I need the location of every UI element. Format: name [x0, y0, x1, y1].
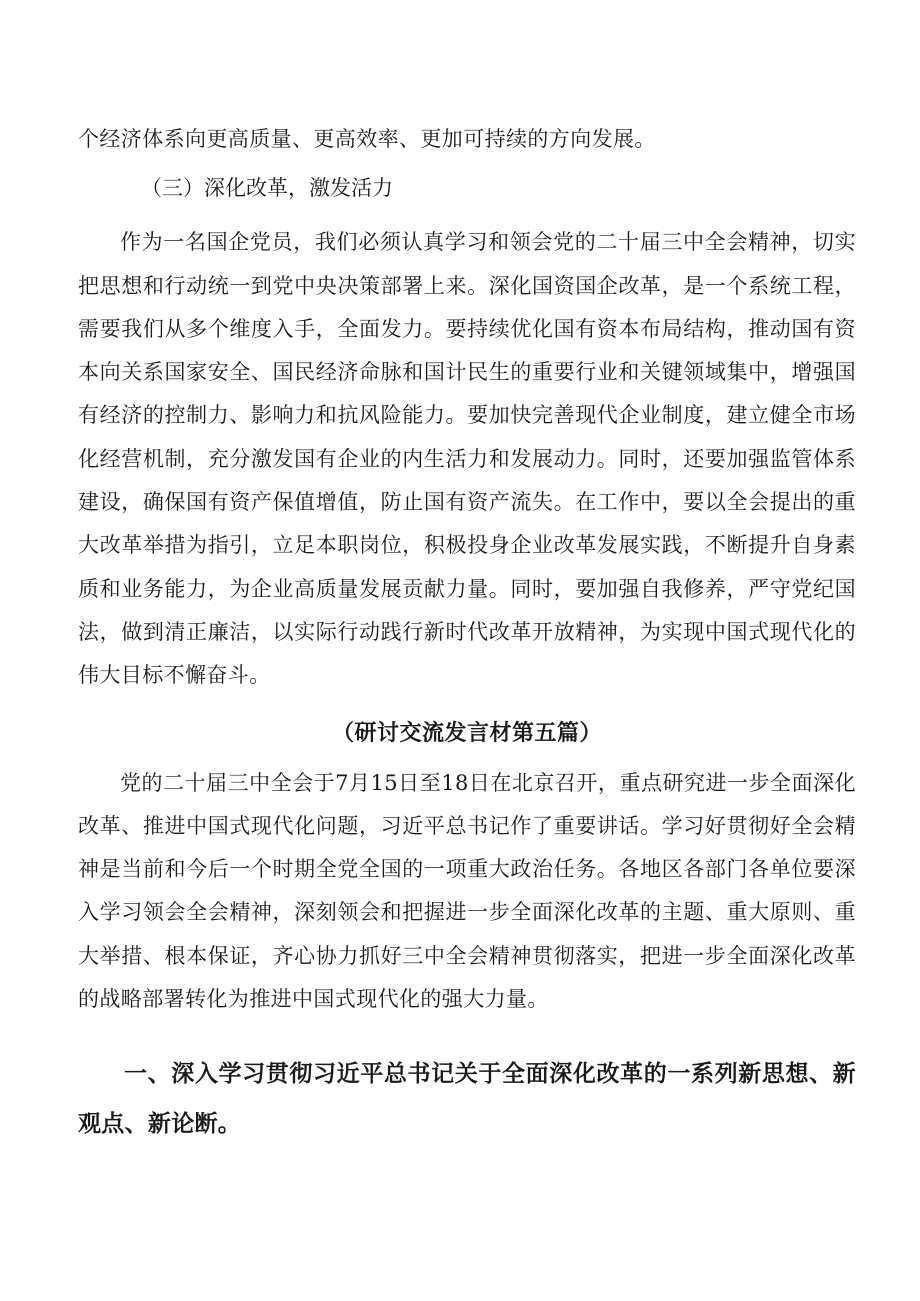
article-paragraph: 党的二十届三中全会于7月15日至18日在北京召开，重点研究进一步全面深化改革、推进中国式现代化问题，习近平总书记作了重要讲话。学习好贯彻好全会精神是当前和今后一个时期全党全国的一项重大政治任务。各地区各部门各单位要深入学习领会全会精神，深刻领会和把握进一步全面深化改革的主题、重大原则、重大举措、根本保证，齐心协力抓好三中全会精神贯彻落实，把进一步全面深化改革的战略部署转化为推进中国式现代化的强大力量。 [78, 770, 856, 1012]
section-one-heading: 一、深入学习贯彻习近平总书记关于全面深化改革的一系列新思想、新观点、新论断。 [78, 1061, 856, 1138]
section-three-paragraph: 作为一名国企党员，我们必须认真学习和领会党的二十届三中全会精神，切实把思想和行动统一到党中央决策部署上来。深化国资国企改革，是一个系统工程，需要我们从多个维度入手，全面发力。要持续优化国有资本布局结构，推动国有资本向关系国家安全、国民经济命脉和国计民生的重要行业和关键领域集中，增强国有经济的控制力、影响力和抗风险能力。要加快完善现代企业制度，建立健全市场化经营机制，充分激发国有企业的内生活力和发展动力。同时，还要加强监管体系建设，确保国有资产保值增值，防止国有资产流失。在工作中，要以全会提出的重大改革举措为指引，立足本职岗位，积极投身企业改革发展实践，不断提升自身素质和业务能力，为企业高质量发展贡献力量。同时，要加强自我修养，严守党纪国法，做到清正廉洁，以实际行动践行新时代改革开放精神，为实现中国式现代化的伟大目标不懈奋斗。 [78, 230, 856, 688]
document-page [78, 118, 856, 1149]
article-title: （研讨交流发言材第五篇） [331, 720, 602, 746]
section-three-heading: （三）深化改革，激发活力 [141, 176, 393, 201]
continuation-paragraph: 个经济体系向更高质量、更高效率、更加可持续的方向发展。 [78, 127, 656, 151]
